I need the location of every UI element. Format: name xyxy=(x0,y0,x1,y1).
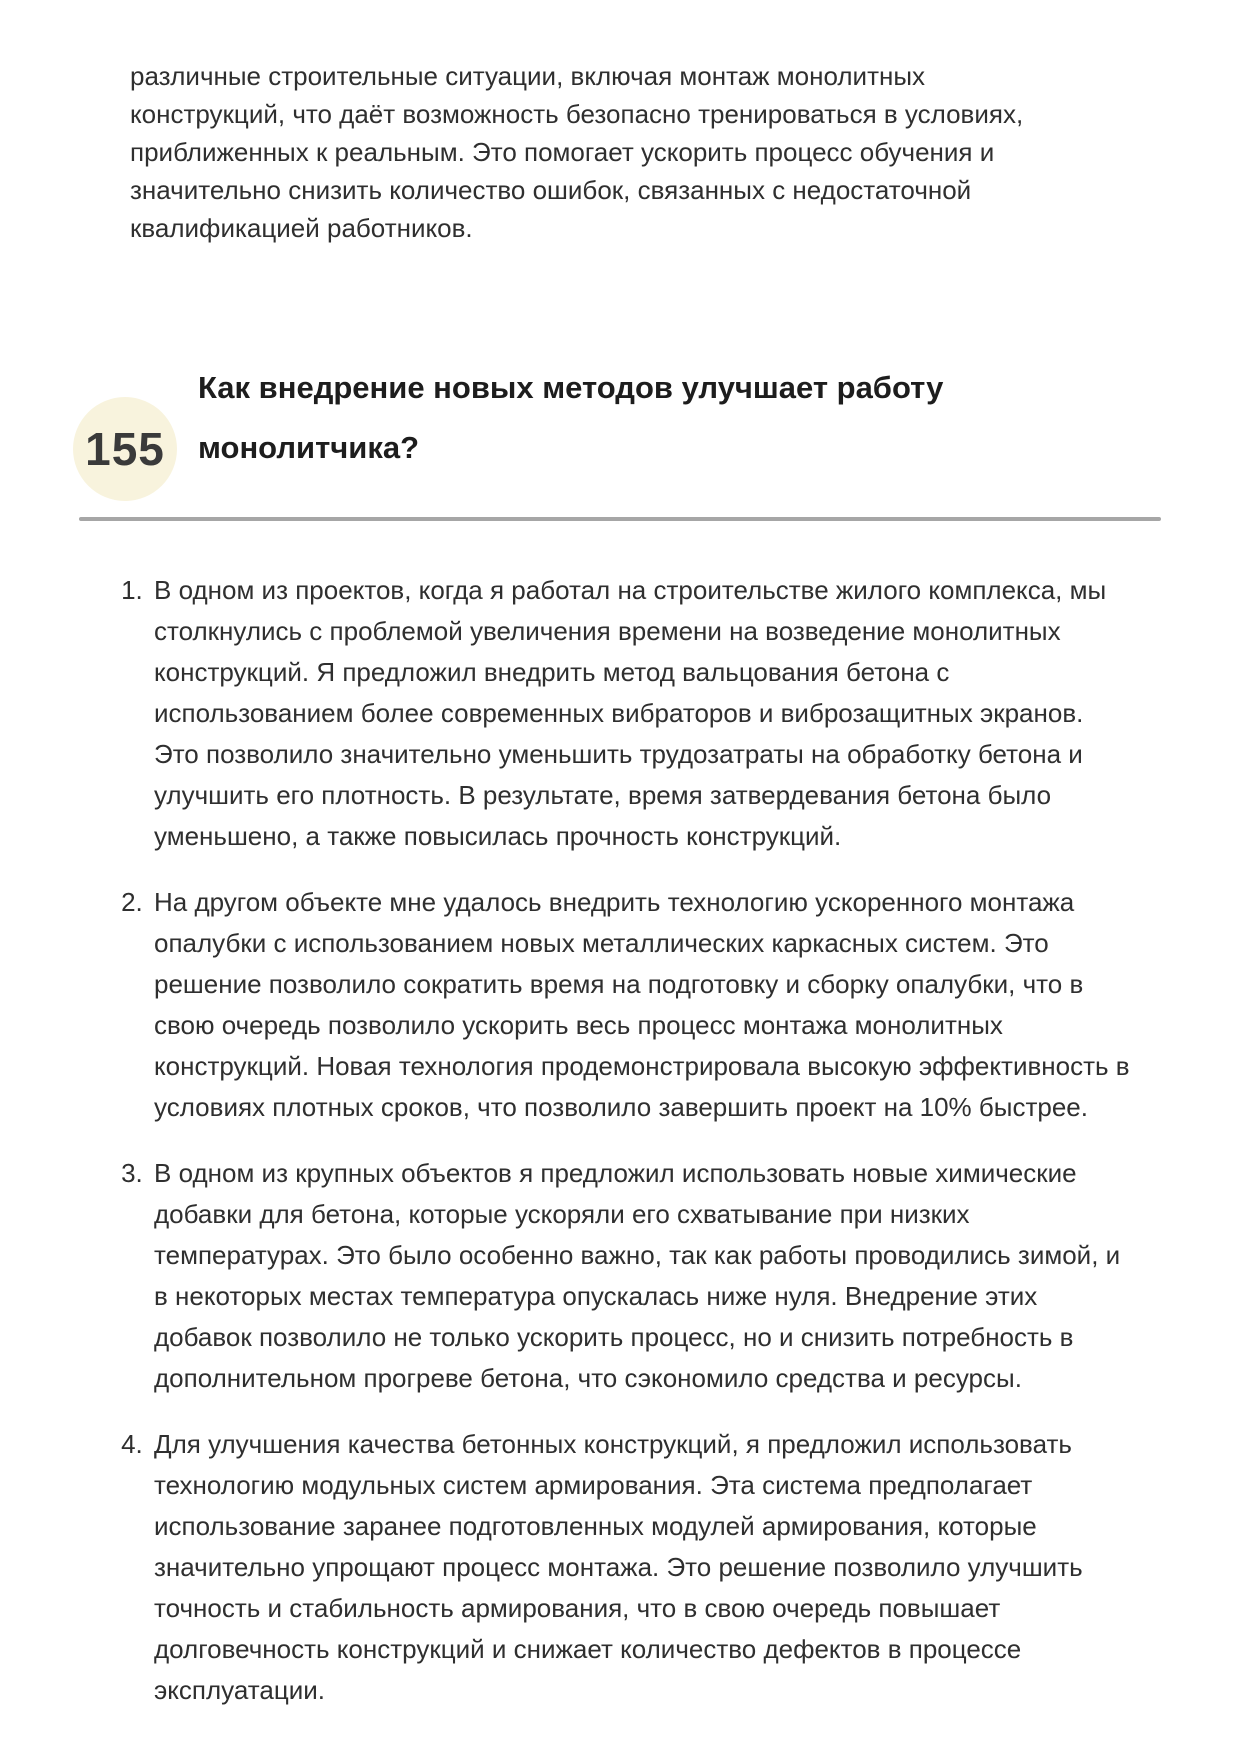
question-number-badge xyxy=(73,397,177,501)
answers-list xyxy=(110,570,1135,1711)
answer-item-1: 1. В одном из проектов, когда я работал на строительстве жилого комплекса, мы столкнулись с проблемой увеличения времени на возведение монолитных конструкций. Я предложил внедрить метод вальцования бетона с использованием более современных вибраторов и виброзащитных экранов. Это позволило значительно уменьшить трудозатраты на обработку бетона и улучшить его плотность. В результате, время затвердевания бетона было уменьшено, а также повысилась прочность конструкций. xyxy=(150,570,1135,857)
question-title: Как внедрение новых методов улучшает работу монолитчика? xyxy=(198,370,944,465)
answer-item-4: 4. Для улучшения качества бетонных конструкций, я предложил использовать технологию модульных систем армирования. Эта система предполагает использование заранее подготовленных модулей армирования, которые значительно упрощают процесс монтажа. Это решение позволило улучшить точность и стабильность армирования, что в свою очередь повышает долговечность конструкций и снижает количество дефектов в процессе эксплуатации. xyxy=(150,1424,1135,1711)
answer-item-2: 2. На другом объекте мне удалось внедрить технологию ускоренного монтажа опалубки с использованием новых металлических каркасных систем. Это решение позволило сократить время на подготовку и сборку опалубки, что в свою очередь позволило ускорить весь процесс монтажа монолитных конструкций. Новая технология продемонстрировала высокую эффективность в условиях плотных сроков, что позволило завершить проект на 10% быстрее. xyxy=(150,882,1135,1128)
question-number: 155 xyxy=(85,423,165,475)
intro-paragraph: различные строительные ситуации, включая монтаж монолитных конструкций, что даёт возможность безопасно тренироваться в условиях, приближенных к реальным. Это помогает ускорить процесс обучения и значительно снизить количество ошибок, связанных с недостаточной квалификацией работников. xyxy=(130,61,1024,243)
section-divider xyxy=(79,517,1161,521)
answers-ordered-list xyxy=(110,570,1135,1711)
answer-item-3: 3. В одном из крупных объектов я предложил использовать новые химические добавки для бетона, которые ускоряли его схватывание при низких температурах. Это было особенно важно, так как работы проводились зимой, и в некоторых местах температура опускалась ниже нуля. Внедрение этих добавок позволило не только ускорить процесс, но и снизить потребность в дополнительном прогреве бетона, что сэкономило средства и ресурсы. xyxy=(150,1153,1135,1399)
